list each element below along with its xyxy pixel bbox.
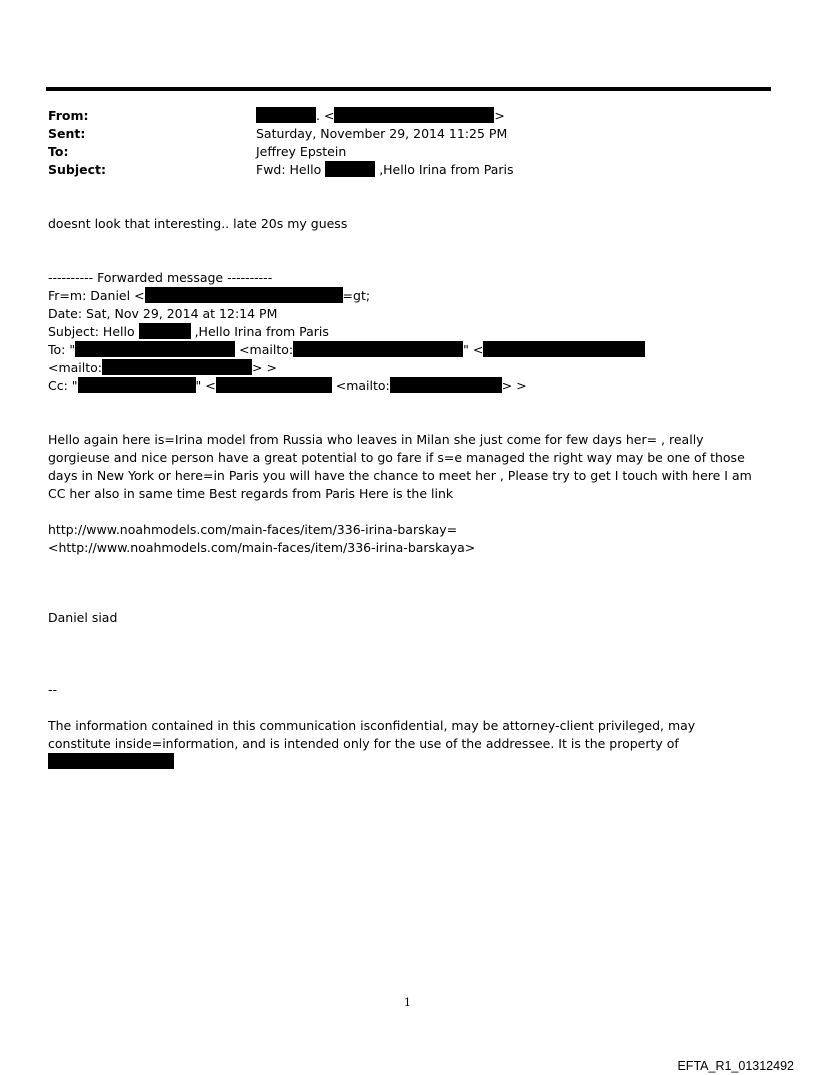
page-number: 1 bbox=[404, 996, 411, 1009]
forwarded-cc: Cc: " " < <mailto: > > bbox=[48, 378, 527, 393]
to-value: Jeffrey Epstein bbox=[256, 144, 347, 159]
to-label: To: bbox=[48, 144, 69, 159]
subject-label: Subject: bbox=[48, 162, 106, 177]
redaction-box bbox=[334, 107, 494, 123]
redaction-box bbox=[390, 377, 502, 393]
redaction-box bbox=[145, 287, 343, 303]
from-label: From: bbox=[48, 108, 89, 123]
signature: Daniel siad bbox=[48, 610, 118, 625]
reply-text: doesnt look that interesting.. late 20s my guess bbox=[48, 216, 348, 231]
redaction-box bbox=[216, 377, 332, 393]
forwarded-subject: Subject: Hello ,Hello Irina from Paris bbox=[48, 324, 329, 339]
redaction-box bbox=[102, 359, 252, 375]
document-id: EFTA_R1_01312492 bbox=[677, 1059, 794, 1073]
disclaimer: The information contained in this communication isconfidential, may be attorney-client privileged, may constitute inside=information, and is intended only for the use of the addressee. It is the property of bbox=[48, 717, 748, 771]
forwarded-date: Date: Sat, Nov 29, 2014 at 12:14 PM bbox=[48, 306, 278, 321]
sent-value: Saturday, November 29, 2014 11:25 PM bbox=[256, 126, 508, 141]
signature-separator: -- bbox=[48, 682, 58, 697]
sent-label: Sent: bbox=[48, 126, 86, 141]
forwarded-from: Fr=m: Daniel < =gt; bbox=[48, 288, 371, 303]
subject-value: Fwd: Hello ,Hello Irina from Paris bbox=[256, 162, 514, 177]
redaction-box bbox=[78, 377, 196, 393]
forwarded-banner: ---------- Forwarded message ---------- bbox=[48, 270, 273, 285]
redaction-box bbox=[256, 107, 316, 123]
redaction-box bbox=[139, 323, 191, 339]
model-link: http://www.noahmodels.com/main-faces/item/336-irina-barskay= <http://www.noahmodels.com/main-faces/item/336-irina-barskaya> bbox=[48, 522, 476, 555]
message-body: Hello again here is=Irina model from Russia who leaves in Milan she just come for few days her= , really gorgieuse and nice person have a great potential to go fare if s=e managed the right way may be one of those days in New York or here=in Paris you will have the chance to meet her , Please try to get I touch with here I am CC her also in same time Best regards from Paris Here is the link bbox=[48, 432, 752, 501]
forwarded-to: To: " <mailto: " < bbox=[48, 341, 645, 359]
redaction-box bbox=[75, 341, 235, 357]
forwarded-to-cont: <mailto: > > bbox=[48, 360, 277, 375]
redaction-box bbox=[48, 753, 174, 769]
from-value: . < > bbox=[256, 107, 505, 125]
redaction-box bbox=[483, 341, 645, 357]
redaction-box bbox=[293, 341, 463, 357]
header-rule bbox=[46, 87, 771, 91]
redaction-box bbox=[325, 161, 375, 177]
